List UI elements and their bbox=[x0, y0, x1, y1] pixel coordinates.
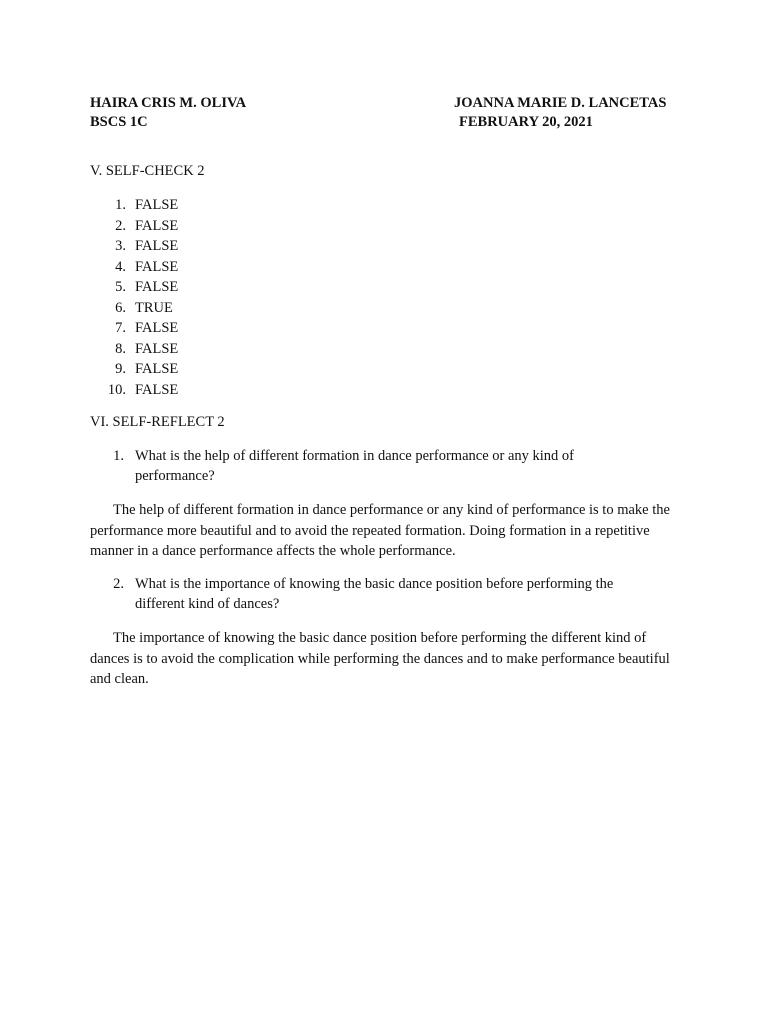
header-row-1 bbox=[90, 93, 690, 112]
answer-value: FALSE bbox=[135, 197, 179, 213]
document-header bbox=[90, 93, 690, 131]
answer-value: FALSE bbox=[135, 217, 179, 234]
self-reflect-title: VI. SELF-REFLECT 2 bbox=[90, 414, 225, 430]
question-number: 2. bbox=[113, 576, 124, 592]
answer-number: 3. bbox=[115, 238, 126, 254]
question-text: What is the help of different formation in dance performance or any kind of performance? bbox=[135, 448, 575, 484]
answer-value: TRUE bbox=[135, 299, 173, 316]
student-name: HAIRA CRIS M. OLIVA bbox=[90, 95, 247, 111]
answer-value: FALSE bbox=[135, 279, 179, 295]
answer-number: 6. bbox=[115, 299, 126, 316]
reflect-answer-2: The importance of knowing the basic dance position before performing the different kind of dances is to avoid the complication while performing the dances and to make performance beautiful and clean. bbox=[90, 630, 670, 687]
answer-value: FALSE bbox=[135, 320, 179, 336]
question-number: 1. bbox=[113, 448, 124, 464]
self-check-title: V. SELF-CHECK 2 bbox=[90, 163, 205, 179]
reflect-question-1 bbox=[90, 446, 690, 486]
instructor-name: JOANNA MARIE D. LANCETAS bbox=[454, 95, 667, 111]
answer-value: FALSE bbox=[135, 258, 179, 275]
answer-number: 9. bbox=[115, 361, 126, 377]
answer-number: 7. bbox=[115, 320, 126, 336]
answer-value: FALSE bbox=[135, 361, 179, 377]
answer-value: FALSE bbox=[135, 381, 179, 398]
answer-number: 4. bbox=[115, 258, 126, 275]
reflect-question-2 bbox=[90, 574, 690, 614]
question-text: What is the importance of knowing the basic dance position before performing the different kind of dances? bbox=[135, 576, 614, 612]
answer-value: FALSE bbox=[135, 238, 179, 254]
answer-number: 2. bbox=[115, 217, 126, 234]
answer-number: 8. bbox=[115, 340, 126, 357]
course-section: BSCS 1C bbox=[90, 114, 148, 130]
answer-number: 5. bbox=[115, 279, 126, 295]
document-date: FEBRUARY 20, 2021 bbox=[459, 114, 593, 130]
header-row-2 bbox=[90, 112, 690, 131]
answer-number: 1. bbox=[115, 197, 126, 213]
reflect-answer-1: The help of different formation in dance performance or any kind of performance is to make the performance more beautiful and to avoid the repeated formation. Doing formation in a repetitive manner in a dance performance affects the whole performance. bbox=[90, 502, 670, 559]
answer-number: 10. bbox=[107, 381, 126, 398]
answer-value: FALSE bbox=[135, 340, 179, 357]
